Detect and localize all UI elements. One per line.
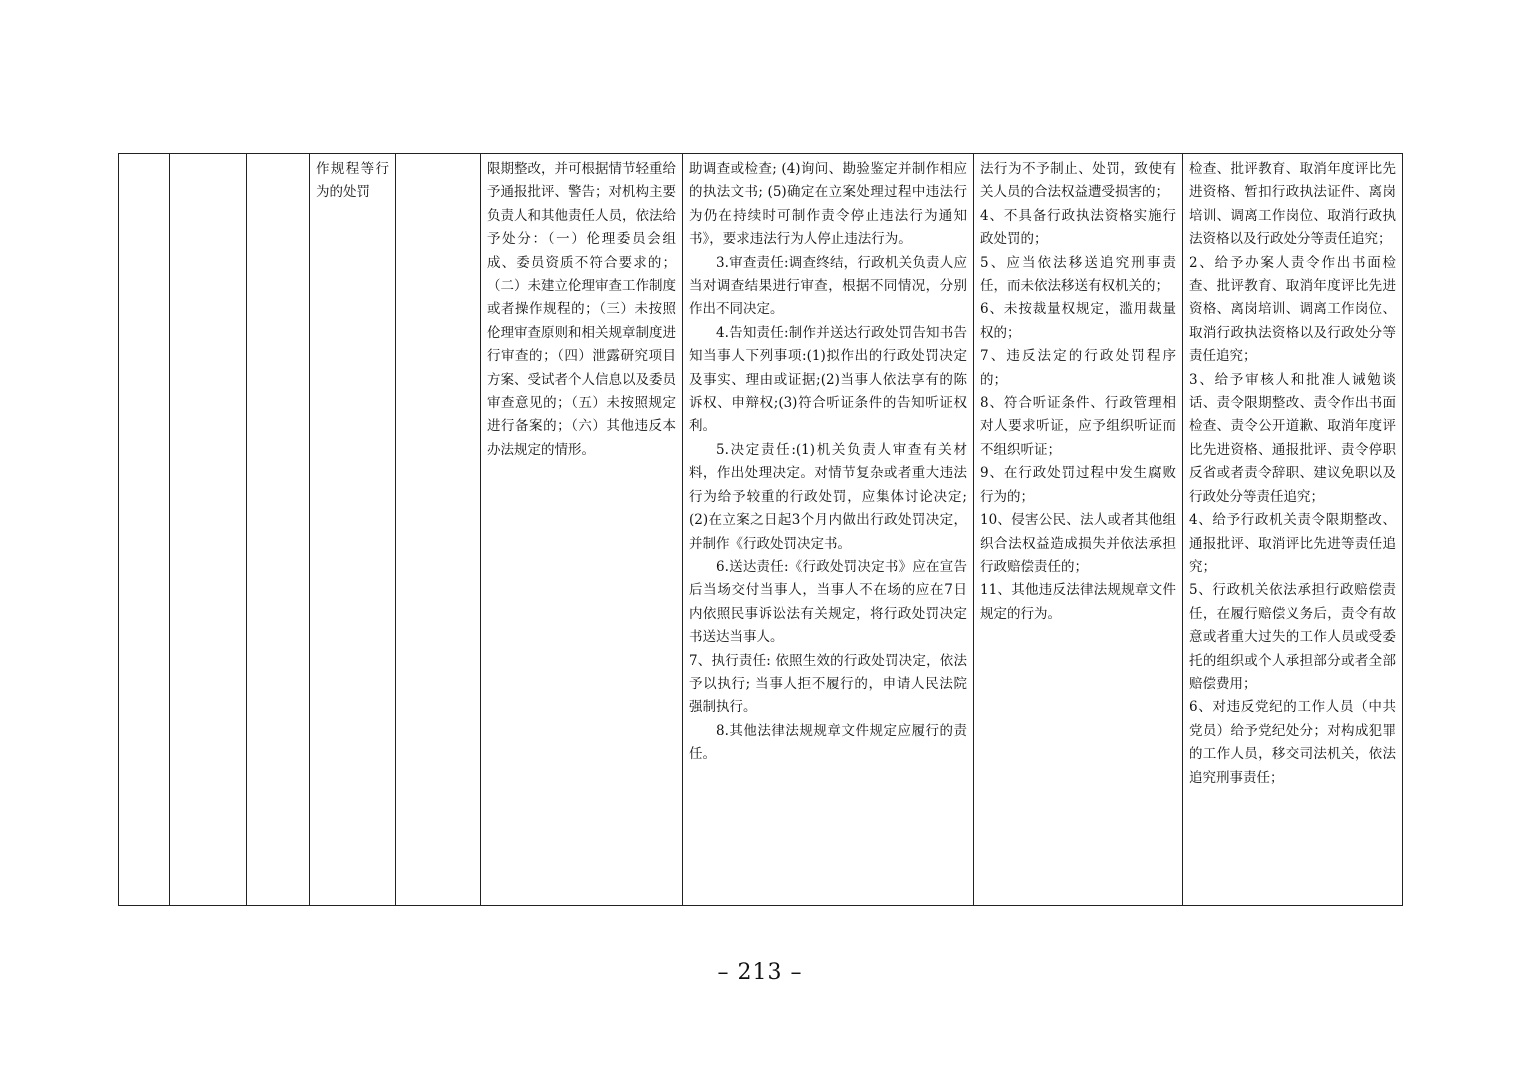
responsibility-paragraph: 助调查或检查; (4)询问、勘验鉴定并制作相应的执法文书; (5)确定在立案处理过程中违法行为仍在持续时可制作责令停止违法行为通知书》，要求违法行为人停止违法行为。 [689, 161, 967, 248]
situation-paragraph: 9、在行政处罚过程中发生腐败行为的； [980, 465, 1176, 505]
page-number: – 213 – [717, 960, 803, 985]
cell-accountability-measures [1183, 154, 1403, 906]
accountability-measures-text [1189, 158, 1396, 790]
cell-empty-1 [119, 154, 170, 906]
measure-paragraph: 6、对违反党纪的工作人员（中共党员）给予党纪处分；对构成犯罪的工作人员，移交司法机关，依法追究刑事责任； [1189, 699, 1396, 786]
situation-paragraph: 7、违反法定的行政处罚程序的； [980, 348, 1176, 388]
situation-paragraph: 8、符合听证条件、行政管理相对人要求听证，应予组织听证而不组织听证； [980, 395, 1176, 458]
responsibility-paragraph: 8.其他法律法规规章文件规定应履行的责任。 [689, 722, 967, 763]
cell-responsibility [683, 154, 974, 906]
responsibility-paragraph: 5.决定责任:(1)机关负责人审查有关材料，作出处理决定。对情节复杂或者重大违法行为给予较重的行政处罚，应集体讨论决定; (2)在立案之日起3个月内做出行政处罚决定，并制作《行政处罚决定书。 [689, 441, 967, 552]
item-name-text: 作规程等行为的处罚 [316, 161, 389, 201]
situation-paragraph: 11、其他违反法律法规规章文件规定的行为。 [980, 582, 1176, 622]
responsibility-text [689, 158, 967, 767]
situation-paragraph: 4、不具备行政执法资格实施行政处罚的； [980, 207, 1176, 248]
situation-paragraph: 10、侵害公民、法人或者其他组织合法权益造成损失并依法承担行政赔偿责任的； [980, 512, 1176, 575]
measure-paragraph: 2、给予办案人责令作出书面检查、批评教育、取消年度评比先进资格、离岗培训、调离工作岗位、取消行政执法资格以及行政处分等责任追究； [1189, 254, 1396, 365]
cell-empty-4 [396, 154, 481, 906]
responsibility-paragraph: 7、执行责任: 依照生效的行政处罚决定，依法予以执行; 当事人拒不履行的，申请人民法院强制执行。 [689, 652, 967, 716]
responsibility-paragraph: 6.送达责任:《行政处罚决定书》应在宣告后当场交付当事人，当事人不在场的应在7日内依照民事诉讼法有关规定，将行政处罚决定书送达当事人。 [689, 558, 967, 646]
situation-paragraph: 5、应当依法移送追究刑事责任，而未依法移送有权机关的； [980, 254, 1176, 295]
responsibility-table [118, 153, 1403, 906]
measure-paragraph: 3、给予审核人和批准人诫勉谈话、责令限期整改、责令作出书面检查、责令公开道歉、取消年度评比先进资格、通报批评、责令停职反省或者责令辞职、建议免职以及行政处分等责任追究； [1189, 371, 1396, 505]
cell-empty-3 [247, 154, 310, 906]
responsibility-paragraph: 4.告知责任:制作并送达行政处罚告知书告知当事人下列事项:(1)拟作出的行政处罚决定及事实、理由或证据;(2)当事人依法享有的陈诉权、申辩权;(3)符合听证条件的告知听证权利。 [689, 324, 967, 435]
situation-paragraph: 法行为不予制止、处罚，致使有关人员的合法权益遭受损害的； [980, 161, 1176, 201]
cell-legal-basis [481, 154, 683, 906]
responsibility-paragraph: 3.审查责任:调查终结，行政机关负责人应当对调查结果进行审查，根据不同情况，分别作出不同决定。 [689, 254, 967, 318]
measure-paragraph: 5、行政机关依法承担行政赔偿责任，在履行赔偿义务后，责令有故意或者重大过失的工作人员或受委托的组织或个人承担部分或者全部赔偿费用； [1189, 582, 1396, 692]
table-row [119, 154, 1403, 906]
cell-item-name [310, 154, 396, 906]
legal-basis-text: 限期整改，并可根据情节轻重给予通报批评、警告；对机构主要负责人和其他责任人员，依法给予处分：（一）伦理委员会组成、委员资质不符合要求的；（二）未建立伦理审查工作制度或者操作规程的；（三）未按照伦理审查原则和相关规章制度进行审查的；（四）泄露研究项目方案、受试者个人信息以及委员审查意见的；（五）未按照规定进行备案的；（六）其他违反本办法规定的情形。 [487, 161, 676, 458]
measure-paragraph: 检查、批评教育、取消年度评比先进资格、暂扣行政执法证件、离岗培训、调离工作岗位、取消行政执法资格以及行政处分等责任追究； [1189, 161, 1396, 248]
cell-empty-2 [170, 154, 247, 906]
cell-accountability-situations [974, 154, 1183, 906]
accountability-situations-text [980, 158, 1176, 626]
measure-paragraph: 4、给予行政机关责令限期整改、通报批评、取消评比先进等责任追究； [1189, 512, 1396, 575]
situation-paragraph: 6、未按裁量权规定，滥用裁量权的； [980, 301, 1176, 341]
